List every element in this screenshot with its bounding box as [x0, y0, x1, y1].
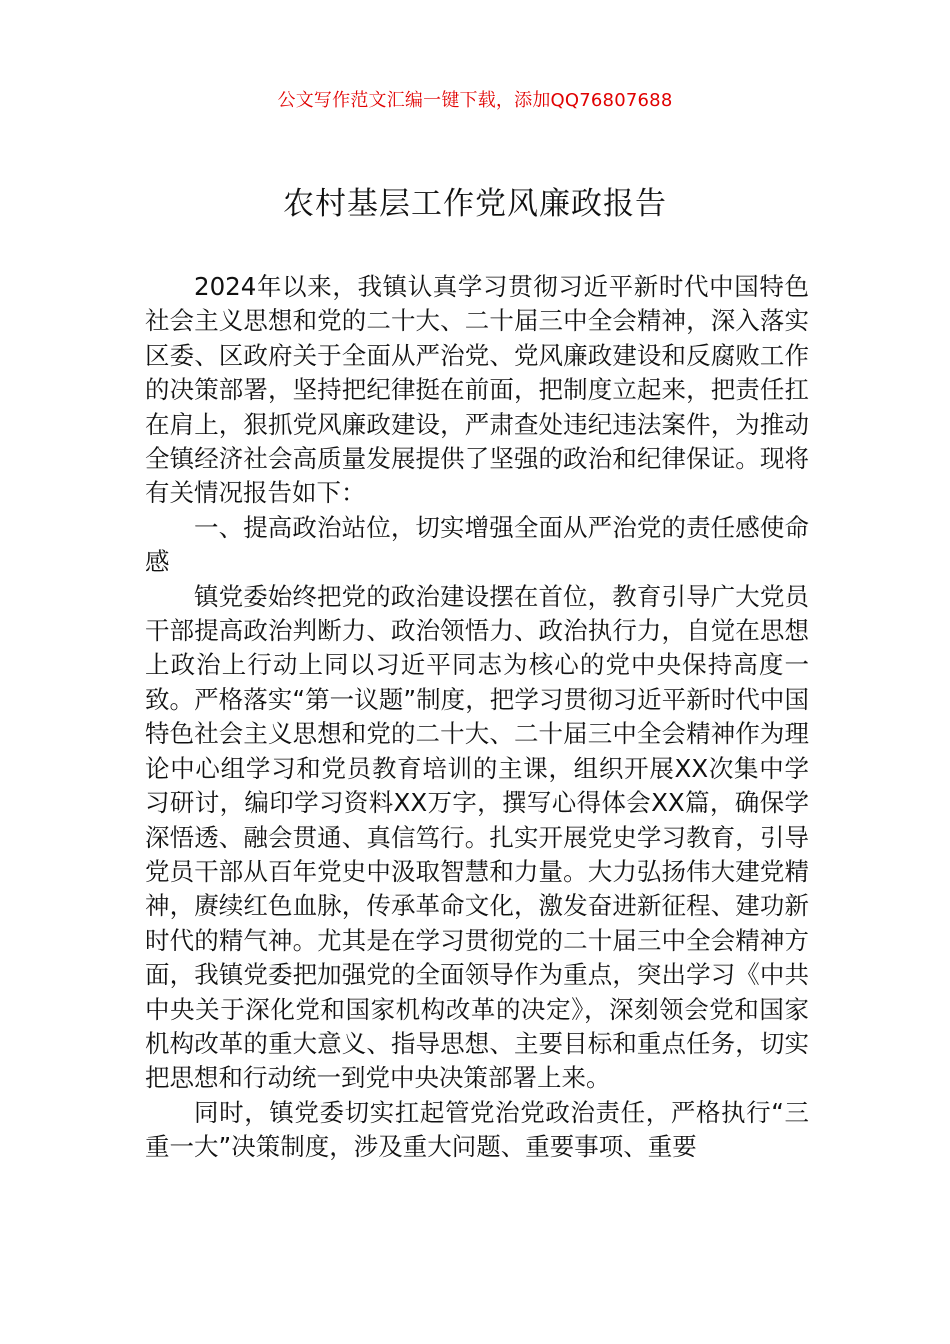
paragraph-section-1: 镇党委始终把党的政治建设摆在首位，教育引导广大党员干部提高政治判断力、政治领悟力、政治执行力，自觉在思想上政治上行动上同以习近平同志为核心的党中央保持高度一致。严格落实“第一议题”制度，把学习贯彻习近平新时代中国特色社会主义思想和党的二十大、二十届三中全会精神作为理论中心组学习和党员教育培训的主课，组织开展XX次集中学习研讨，编印学习资料XX万字，撰写心得体会XX篇，确保学深悟透、融会贯通、真信笃行。扎实开展党史学习教育，引导党员干部从百年党史中汲取智慧和力量。大力弘扬伟大建党精神，赓续红色血脉，传承革命文化，激发奋进新征程、建功新时代的精气神。尤其是在学习贯彻党的二十届三中全会精神方面，我镇党委把加强党的全面领导作为重点，突出学习《中共中央关于深化党和国家机构改革的决定》，深刻领会党和国家机构改革的重大意义、指导思想、主要目标和重点任务，切实把思想和行动统一到党中央决策部署上来。	[145, 581, 809, 1093]
document-title: 农村基层工作党风廉政报告	[283, 186, 667, 222]
document-body	[145, 270, 809, 1165]
download-banner: 公文写作范文汇编一键下载，添加QQ76807688	[277, 90, 673, 111]
section-heading-1: 一、提高政治站位，切实增强全面从严治党的责任感使命感	[145, 512, 809, 577]
paragraph-intro: 2024年以来，我镇认真学习贯彻习近平新时代中国特色社会主义思想和党的二十大、二十届三中全会精神，深入落实区委、区政府关于全面从严治党、党风廉政建设和反腐败工作的决策部署，坚持把纪律挺在前面，把制度立起来，把责任扛在肩上，狠抓党风廉政建设，严肃查处违纪违法案件，为推动全镇经济社会高质量发展提供了坚强的政治和纪律保证。现将有关情况报告如下：	[145, 272, 809, 508]
paragraph-section-1-continued: 同时，镇党委切实扛起管党治党政治责任，严格执行“三重一大”决策制度，涉及重大问题、重要事项、重要	[145, 1097, 809, 1162]
